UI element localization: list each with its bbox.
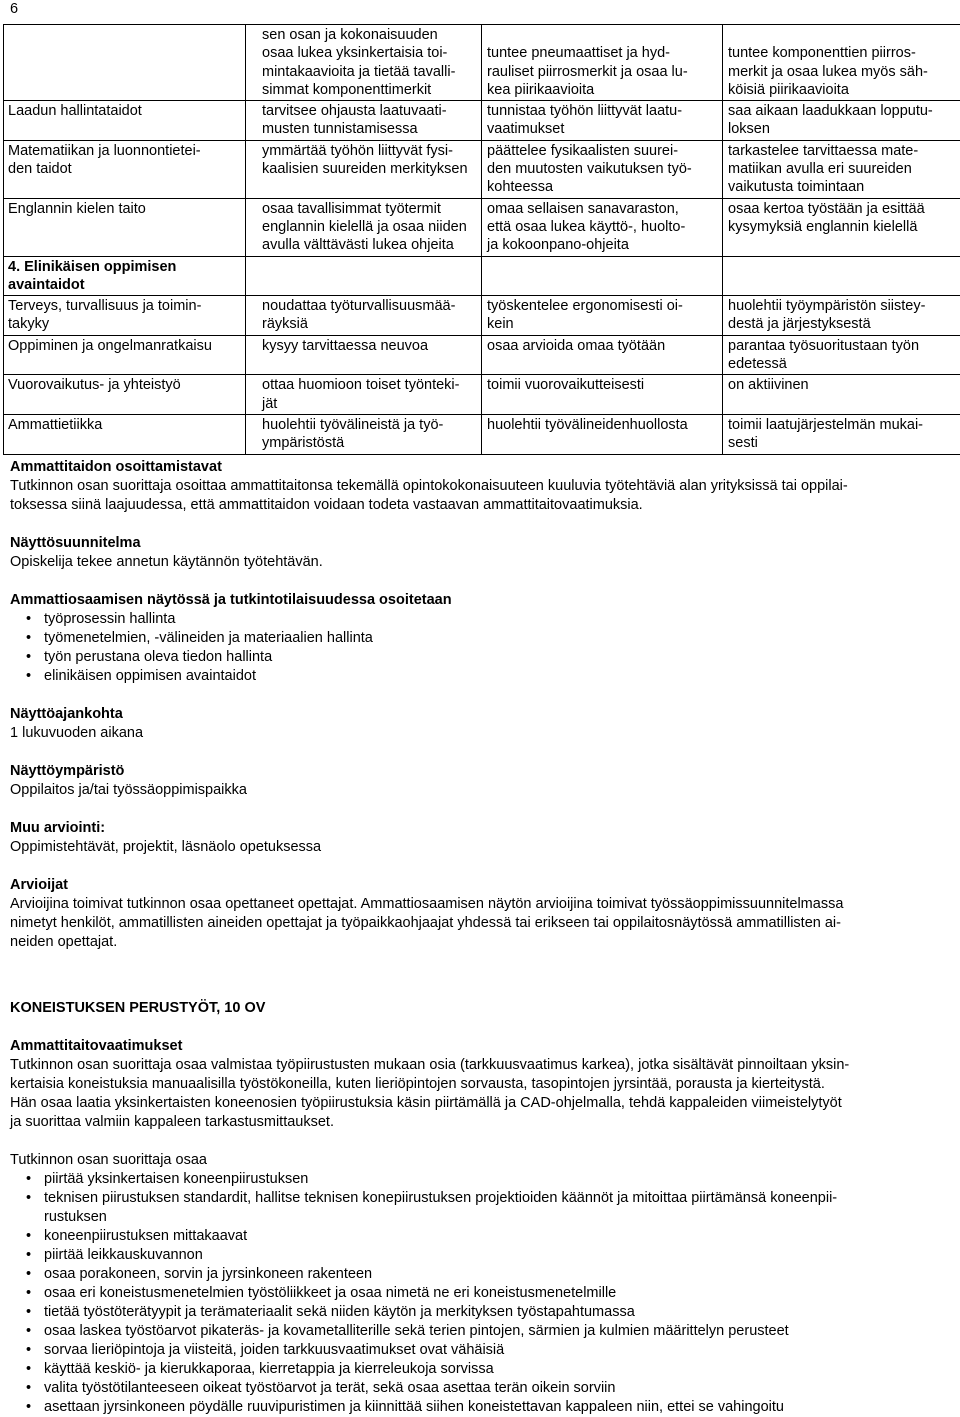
list-intro: Tutkinnon osan suorittaja osaa [10,1151,955,1170]
section-heading-osoittamistavat: Ammattitaidon osoittamistavat [10,458,955,477]
list-item: • työn perustana oleva tiedon hallinta [10,648,955,667]
criteria-cell-c4: saa aikaan laadukkaan lopputu- loksen [723,101,960,141]
page-number: 6 [10,0,18,18]
list-item: • osaa eri koneistusmenetelmien työstöliikkeet ja osaa nimetä ne eri koneistusmenetelmille [10,1284,955,1303]
criteria-cell-c4: parantaa työsuoritustaan työn edetessä [723,335,960,375]
criteria-cell-c4: huolehtii työympäristön siistey- destä ja järjestyksestä [723,296,960,336]
criteria-cell-c1: Englannin kielen taito [4,198,246,256]
section-heading-ammattitaitovaatimukset: Ammattitaitovaatimukset [10,1037,955,1056]
list-item: • tietää työstöterätyypit ja terämateriaalit sekä niiden käytön ja merkityksen työstapahtumassa [10,1303,955,1322]
criteria-cell-c2: ymmärtää työhön liittyvät fysi- kaalisien suureiden merkityksen [246,140,482,198]
section-text-suunnitelma: Opiskelija tekee annetun käytännön työtehtävän. [10,553,955,572]
criteria-row [4,335,960,375]
criteria-cell-c2: noudattaa työturvallisuusmää- räyksiä [246,296,482,336]
section-text-ammattitaitovaatimukset: Tutkinnon osan suorittaja osaa valmistaa työpiirustusten mukaan osia (tarkkuusvaatimus karkea), jotka sisältävät pinnoiltaan yksin- kertaisia koneistuksia manuaalisilla työstökoneilla, kuten lieriöpintojen sorvausta, tasopintojen jyrsintää, porausta ja kierteitystä. Hän osaa laatia yksinkertaisten koneenosien työpiirustuksia käsin piirtämällä ja CAD-ohjelmalla, tehdä kappaleiden viimeistelytyöt ja suorittaa valmiin kappaleen tarkastusmittaukset. [10,1056,955,1132]
criteria-cell-c4: on aktiivinen [723,375,960,415]
criteria-cell-c3: työskentelee ergonomisesti oi- kein [482,296,723,336]
criteria-cell-c3 [482,256,723,296]
criteria-cell-c4: osaa kertoa työstään ja esittää kysymyksiä englannin kielellä [723,198,960,256]
section-text-osoittamistavat: Tutkinnon osan suorittaja osoittaa ammattitaitonsa tekemällä opintokokonaisuuteen kuuluvia työtehtäviä alan yrityksissä tai oppilai- toksessa siinä laajuudessa, että ammattitaidon voidaan todeta vastaavan ammattitaitovaatimuksia. [10,477,955,515]
list-item: • työprosessin hallinta [10,610,955,629]
criteria-table [3,24,960,455]
section-heading-muu: Muu arviointi: [10,819,955,838]
criteria-row [4,375,960,415]
criteria-cell-c1: 4. Elinikäisen oppimisen avaintaidot [4,256,246,296]
criteria-cell-c2: sen osan ja kokonaisuuden osaa lukea yksinkertaisia toi- mintakaavioita ja tietää tavalli- simmat komponenttimerkit [246,25,482,101]
criteria-row [4,256,960,296]
list-item: • käyttää keskiö- ja kierukkaporaa, kierretappia ja kierreleukoja sorvissa [10,1360,955,1379]
criteria-row [4,101,960,141]
list-item: • piirtää leikkauskuvannon [10,1246,955,1265]
criteria-row [4,296,960,336]
list-item: • teknisen piirustuksen standardit, hallitse teknisen konepiirustuksen projektioiden käännöt ja mitoittaa piirtämänsä koneenpii- rustuksen [10,1189,955,1227]
list-item: • piirtää yksinkertaisen koneenpiirustuksen [10,1170,955,1189]
list-item: • valita työstötilanteeseen oikeat työstöarvot ja terät, sekä osaa asettaa terän oikein sorviin [10,1379,955,1398]
criteria-cell-c1: Terveys, turvallisuus ja toimin- takyky [4,296,246,336]
section-heading-arvioijat: Arvioijat [10,876,955,895]
list-item: • osaa laskea työstöarvot pikateräs- ja kovametalliterille sekä terien pintojen, särmien ja kulmien määrittelyn perusteet [10,1322,955,1341]
criteria-cell-c2 [246,256,482,296]
list-item: • työmenetelmien, -välineiden ja materiaalien hallinta [10,629,955,648]
criteria-cell-c2: tarvitsee ohjausta laatuvaati- musten tunnistamisessa [246,101,482,141]
criteria-row [4,414,960,454]
list-item: • osaa porakoneen, sorvin ja jyrsinkoneen rakenteen [10,1265,955,1284]
document-body [10,458,955,1417]
criteria-row [4,198,960,256]
criteria-cell-c4: tarkastelee tarvittaessa mate- matiikan avulla eri suureiden vaikutusta toimintaan [723,140,960,198]
criteria-cell-c3: päättelee fysikaalisten suurei- den muutosten vaikutuksen työ- kohteessa [482,140,723,198]
section-heading-suunnitelma: Näyttösuunnitelma [10,534,955,553]
section-heading-ymparisto: Näyttöympäristö [10,762,955,781]
criteria-table-body [4,25,960,455]
section-heading-ajankohta: Näyttöajankohta [10,705,955,724]
list-item: • sorvaa lieriöpintoja ja viisteitä, joiden tarkkuusvaatimukset ovat vähäisiä [10,1341,955,1360]
list-item: • elinikäisen oppimisen avaintaidot [10,667,955,686]
criteria-cell-c2: huolehtii työvälineistä ja työ- ympäristöstä [246,414,482,454]
criteria-cell-c1 [4,25,246,101]
criteria-cell-c3: osaa arvioida omaa työtään [482,335,723,375]
criteria-cell-c2: ottaa huomioon toiset työnteki- jät [246,375,482,415]
criteria-cell-c1: Oppiminen ja ongelmanratkaisu [4,335,246,375]
section-text-ajankohta: 1 lukuvuoden aikana [10,724,955,743]
list-item: • asettaan jyrsinkoneen pöydälle ruuvipuristimen ja kiinnittää siihen koneistettavan kappaleen niin, ettei se vahingoitu [10,1398,955,1417]
section-text-arvioijat: Arvioijina toimivat tutkinnon osaa opettaneet opettajat. Ammattiosaamisen näytön arvioijina toimivat työssäoppimissuunnitelmassa nimetyt henkilöt, ammatillisten aineiden opettajat ja työpaikkaohjaajat yhdessä tai erikseen tai oppilaitosnäytössä ammatillisten ai- neiden opettajat. [10,895,955,952]
criteria-cell-c4 [723,256,960,296]
criteria-cell-c1: Ammattietiikka [4,414,246,454]
criteria-cell-c1: Matematiikan ja luonnontietei- den taidot [4,140,246,198]
criteria-cell-c3: huolehtii työvälineidenhuollosta [482,414,723,454]
criteria-row [4,25,960,101]
criteria-cell-c2: osaa tavallisimmat työtermit englannin kielellä ja osaa niiden avulla välttävästi lukea ohjeita [246,198,482,256]
list-osoitetaan [10,610,955,686]
criteria-row [4,140,960,198]
criteria-cell-c3: toimii vuorovaikutteisesti [482,375,723,415]
module-title: KONEISTUKSEN PERUSTYÖT, 10 OV [10,999,955,1018]
criteria-cell-c1: Laadun hallintataidot [4,101,246,141]
criteria-cell-c3: omaa sellaisen sanavaraston, että osaa lukea käyttö-, huolto- ja kokoonpano-ohjeita [482,198,723,256]
section-heading-osoitetaan: Ammattiosaamisen näytössä ja tutkintotilaisuudessa osoitetaan [10,591,955,610]
criteria-cell-c1: Vuorovaikutus- ja yhteistyö [4,375,246,415]
list-item: • koneenpiirustuksen mittakaavat [10,1227,955,1246]
section-text-ymparisto: Oppilaitos ja/tai työssäoppimispaikka [10,781,955,800]
criteria-cell-c2: kysyy tarvittaessa neuvoa [246,335,482,375]
criteria-cell-c4: toimii laatujärjestelmän mukai- sesti [723,414,960,454]
section-text-muu: Oppimistehtävät, projektit, läsnäolo opetuksessa [10,838,955,857]
criteria-cell-c4: tuntee komponenttien piirros- merkit ja osaa lukea myös säh- köisiä piirikaavioita [723,25,960,101]
list-perustyot [10,1170,955,1417]
criteria-cell-c3: tuntee pneumaattiset ja hyd- rauliset piirrosmerkit ja osaa lu- kea piirikaavioita [482,25,723,101]
criteria-cell-c3: tunnistaa työhön liittyvät laatu- vaatimukset [482,101,723,141]
